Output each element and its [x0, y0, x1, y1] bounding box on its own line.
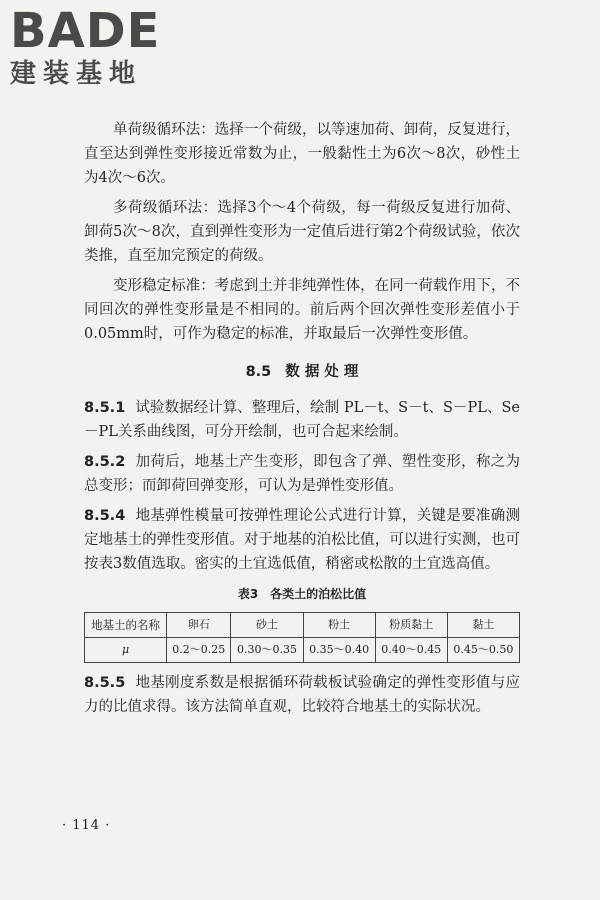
table-cell: 0.2～0.25 [167, 638, 231, 663]
clause-8-5-2 [84, 450, 520, 498]
paragraph-stability-standard: 变形稳定标准：考虑到土并非纯弹性体，在同一荷载作用下，不同回次的弹性变形量是不相同的。前后两个回次弹性变形差值小于0.05mm时，可作为稳定的标准，并取最后一次弹性变形值。 [84, 278, 520, 342]
clause-text: 加荷后，地基土产生变形，即包含了弹、塑性变形，称之为总变形；而卸荷回弹变形，可认为是弹性变形值。 [84, 454, 520, 494]
page-number: · 114 · [62, 818, 111, 833]
poisson-ratio-table [84, 612, 520, 663]
clause-text: 地基刚度系数是根据循环荷载板试验确定的弹性变形值与应力的比值求得。该方法简单直观，比较符合地基土的实际状况。 [84, 675, 520, 715]
table-cell: μ [85, 638, 167, 663]
table-cell: 0.40～0.45 [375, 638, 447, 663]
clause-8-5-1 [84, 396, 520, 444]
table-header-cell: 粉土 [303, 613, 375, 638]
clause-text: 试验数据经计算、整理后，绘制 PL－t、S－t、S－PL、Se－PL关系曲线图，可分开绘制，也可合起来绘制。 [84, 400, 520, 440]
section-number: 8.5 [245, 364, 272, 380]
clause-number: 8.5.5 [84, 675, 126, 691]
clause-number: 8.5.2 [84, 454, 126, 470]
clause-8-5-4 [84, 504, 520, 576]
table-cell: 0.45～0.50 [447, 638, 519, 663]
table-header-cell: 粉质黏土 [375, 613, 447, 638]
table-header-row [85, 613, 520, 638]
table-header-cell: 地基土的名称 [85, 613, 167, 638]
clause-number: 8.5.4 [84, 508, 126, 524]
clause-number: 8.5.1 [84, 400, 126, 416]
section-title: 数 据 处 理 [285, 364, 359, 380]
paragraph-single-load-cycle: 单荷级循环法：选择一个荷级，以等速加荷、卸荷，反复进行，直至达到弹性变形接近常数为止，一般黏性土为6次～8次，砂性土为4次～6次。 [84, 122, 520, 186]
bade-logo [10, 3, 180, 90]
logo-text-cn: 建装基地 [10, 59, 143, 89]
clause-text: 地基弹性模量可按弹性理论公式进行计算，关键是要准确测定地基土的弹性变形值。对于地基的泊松比值，可以进行实测，也可按表3数值选取。密实的土宜选低值，稍密或松散的土宜选高值。 [84, 508, 520, 572]
table-cell: 0.30～0.35 [231, 638, 303, 663]
section-heading [84, 360, 520, 384]
table-cell: 0.35～0.40 [303, 638, 375, 663]
table-header-cell: 砂土 [231, 613, 303, 638]
table-caption: 表3 各类土的泊松比值 [237, 587, 367, 601]
page-content [84, 118, 520, 725]
table-row [85, 638, 520, 663]
logo-text-en: BADE [10, 3, 161, 59]
table-header-cell: 黏土 [447, 613, 519, 638]
paragraph-multi-load-cycle: 多荷级循环法：选择3个～4个荷级，每一荷级反复进行加荷、卸荷5次～8次，直到弹性变形为一定值后进行第2个荷级试验，依次类推，直至加完预定的荷级。 [84, 200, 520, 264]
clause-8-5-5 [84, 671, 520, 719]
table-header-cell: 卵石 [167, 613, 231, 638]
